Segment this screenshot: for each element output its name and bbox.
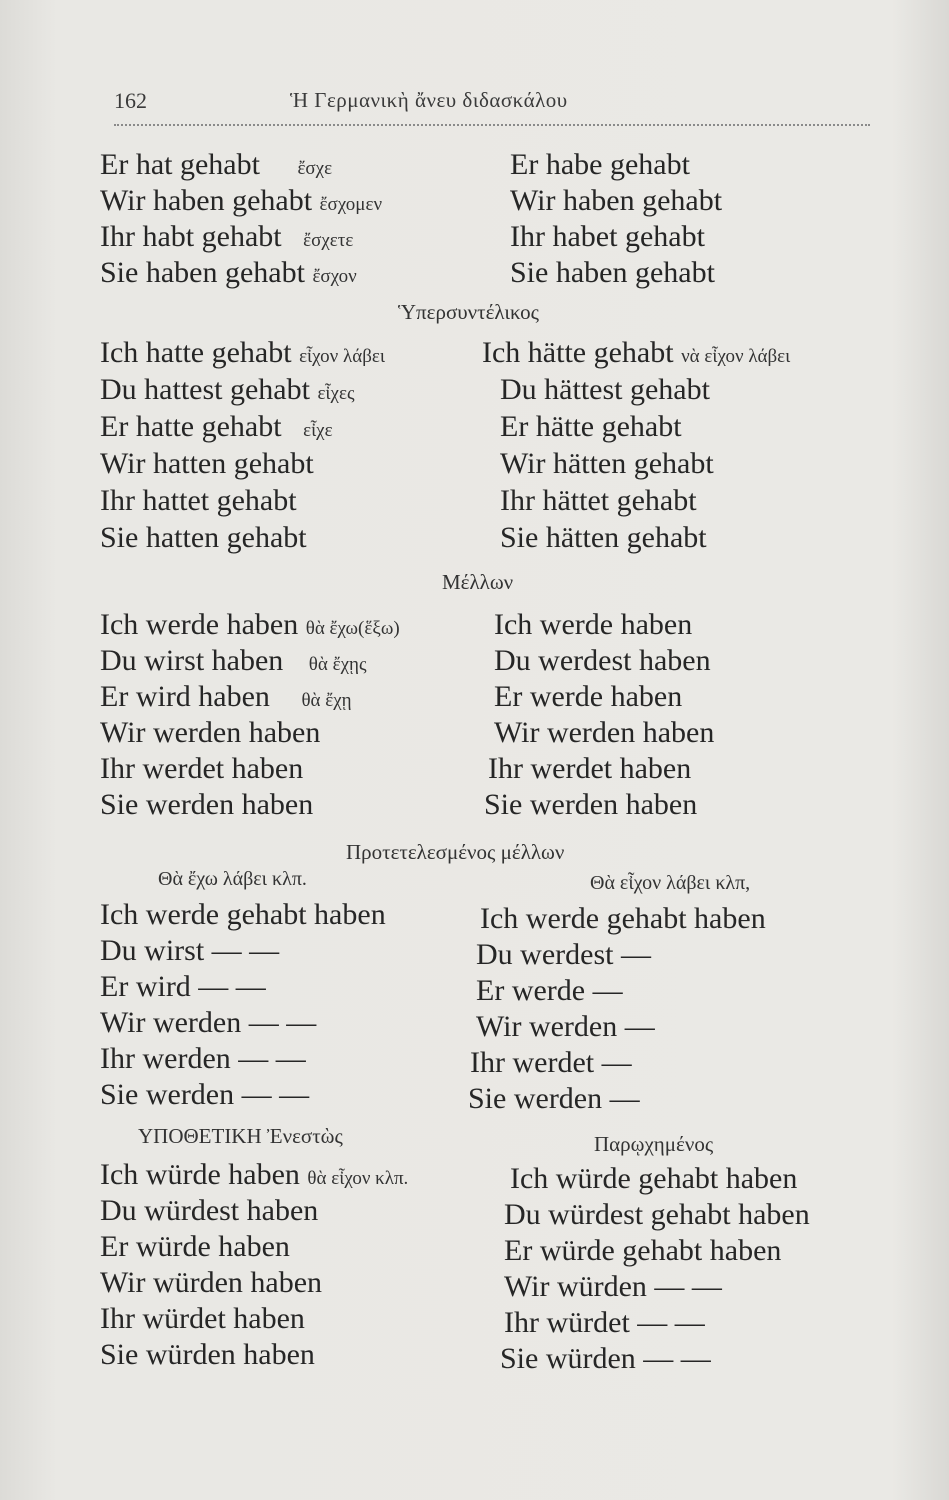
text-line: Wir haben gehabt ἔσχομεν xyxy=(100,184,383,217)
text-line: Wir werden haben xyxy=(494,716,715,749)
text-line: Er würde haben xyxy=(100,1230,290,1263)
text-line: Ihr habt gehabt ἔσχετε xyxy=(100,220,354,253)
text-line: Sie werden haben xyxy=(484,788,698,821)
text-line: Ihr würdet haben xyxy=(100,1302,305,1335)
text-line: Ich werde gehabt haben xyxy=(100,898,386,931)
text-line: Du werdest — xyxy=(476,938,651,971)
section-heading: Παρῳχημένος xyxy=(594,1132,714,1156)
text-line: Sie würden haben xyxy=(100,1338,315,1371)
text-line: Sie hätten gehabt xyxy=(500,521,707,554)
text-line: Er wird — — xyxy=(100,970,266,1003)
text-line: Ihr werdet — xyxy=(470,1046,632,1079)
text-line: Du hättest gehabt xyxy=(500,373,710,406)
text-line: Sie werden — — xyxy=(100,1078,310,1111)
text-line: Sie haben gehabt ἔσχον xyxy=(100,256,357,289)
text-line: Wir haben gehabt xyxy=(510,184,723,217)
text-line: Ich hatte gehabt εἶχον λάβει xyxy=(100,336,385,369)
text-line: Wir werden haben xyxy=(100,716,321,749)
header-rule xyxy=(114,124,870,130)
text-line: Ich hätte gehabt νὰ εἶχον λάβει xyxy=(482,336,791,369)
section-heading: ΥΠΟΘΕΤΙΚΗ Ἐνεστὼς xyxy=(138,1124,343,1148)
text-line: Er hätte gehabt xyxy=(500,410,682,443)
text-line: Er werde — xyxy=(476,974,623,1007)
text-line: Ihr werden — — xyxy=(100,1042,306,1075)
text-line: Ich würde haben θὰ εἶχον κλπ. xyxy=(100,1158,409,1191)
text-line: Sie werden haben xyxy=(100,788,314,821)
text-line: Ich werde haben xyxy=(494,608,693,641)
text-line: Sie hatten gehabt xyxy=(100,521,307,554)
page-number: 162 xyxy=(114,88,147,113)
section-heading: Μέλλων xyxy=(442,570,514,594)
text-line: Wir werden — xyxy=(476,1010,655,1043)
text-line: Ihr werdet haben xyxy=(100,752,304,785)
section-subheading: Θὰ ἔχω λάβει κλπ. xyxy=(158,868,307,890)
text-line: Ihr werdet haben xyxy=(488,752,692,785)
text-line: Wir hätten gehabt xyxy=(500,447,714,480)
section-heading: Ὑπερσυντέλικος xyxy=(398,300,539,324)
text-line: Du würdest gehabt haben xyxy=(504,1198,810,1231)
text-line: Er hat gehabt ἔσχε xyxy=(100,148,333,181)
text-line: Ihr würdet — — xyxy=(504,1306,705,1339)
text-line: Er würde gehabt haben xyxy=(504,1234,782,1267)
text-line: Du werdest haben xyxy=(494,644,711,677)
text-line: Wir würden haben xyxy=(100,1266,323,1299)
text-line: Du wirst — — xyxy=(100,934,280,967)
text-line: Er habe gehabt xyxy=(510,148,690,181)
text-line: Du wirst haben θὰ ἔχῃς xyxy=(100,644,367,677)
text-line: Wir würden — — xyxy=(504,1270,722,1303)
text-line: Er werde haben xyxy=(494,680,683,713)
text-line: Ihr hattet gehabt xyxy=(100,484,297,517)
running-title: Ἡ Γερμανικὴ ἄνευ διδασκάλου xyxy=(290,88,568,112)
text-line: Ich würde gehabt haben xyxy=(510,1162,798,1195)
text-line: Wir werden — — xyxy=(100,1006,317,1039)
text-line: Du würdest haben xyxy=(100,1194,319,1227)
text-line: Er hatte gehabt εἶχε xyxy=(100,410,333,443)
text-line: Sie würden — — xyxy=(500,1342,711,1375)
text-line: Ihr habet gehabt xyxy=(510,220,705,253)
text-line: Sie werden — xyxy=(468,1082,640,1115)
text-line: Er wird haben θὰ ἔχῃ xyxy=(100,680,352,713)
text-line: Sie haben gehabt xyxy=(510,256,715,289)
section-subheading: Θὰ εἶχον λάβει κλπ, xyxy=(590,872,751,894)
text-line: Ich werde haben θὰ ἔχω(ἕξω) xyxy=(100,608,400,641)
text-line: Wir hatten gehabt xyxy=(100,447,314,480)
text-line: Du hattest gehabt εἶχες xyxy=(100,373,355,406)
text-line: Ihr hättet gehabt xyxy=(500,484,697,517)
text-line: Ich werde gehabt haben xyxy=(480,902,766,935)
section-heading: Προτετελεσμένος μέλλων xyxy=(346,840,565,864)
